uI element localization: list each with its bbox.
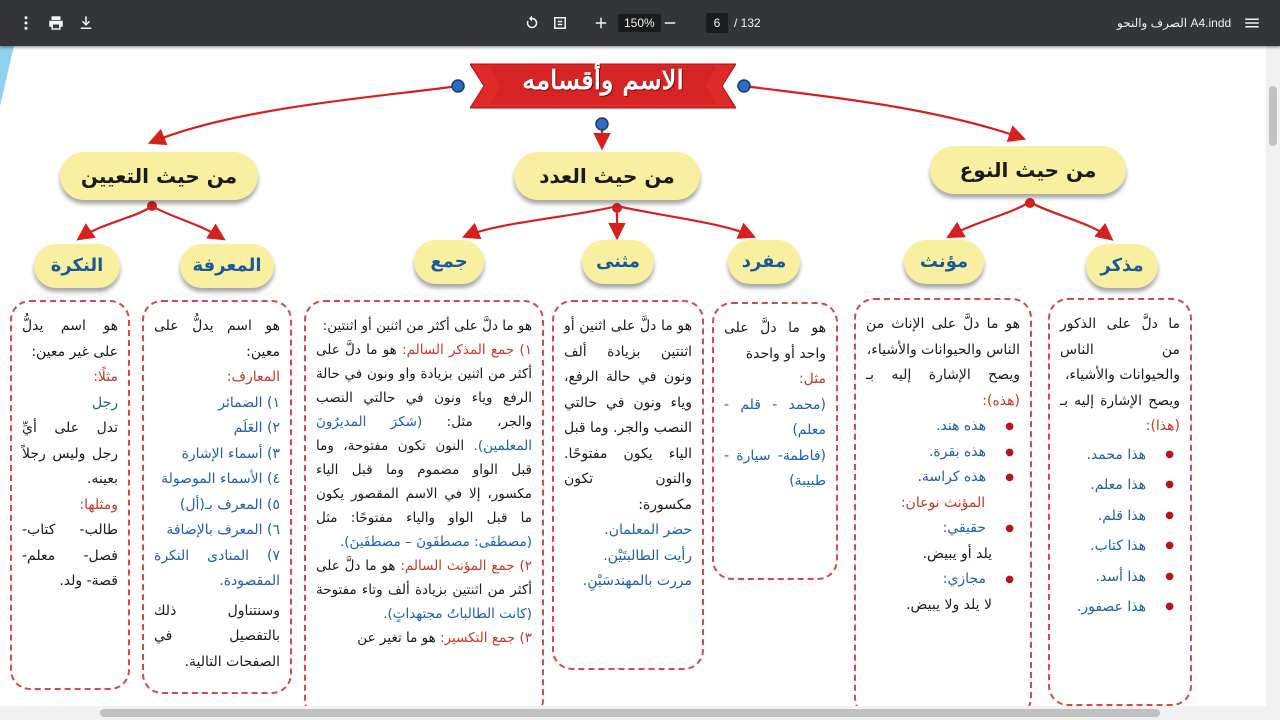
definite-item: ٤) الأسماء الموصولة — [161, 471, 280, 487]
document-title-wrap — [1117, 0, 1231, 46]
print-icon[interactable] — [44, 11, 68, 35]
definite-item: ٣) أسماء الإشارة — [181, 445, 280, 462]
box-dual — [552, 300, 704, 670]
masculine-pointer-line: ويصح الإشارة إليه بـ — [1060, 392, 1180, 409]
label-singular: مفرد — [728, 240, 800, 284]
rotate-icon[interactable] — [520, 11, 544, 35]
vertical-scroll-thumb[interactable] — [1269, 86, 1277, 146]
vertical-scrollbar[interactable] — [1266, 46, 1280, 706]
plural-feminine-desc: هو ما دلَّ على أكثر من اثنتين بزيادة ألف وتاء مفتوحة — [316, 558, 532, 598]
masculine-example: ● هذا محمد. — [1060, 440, 1180, 471]
feminine-examples — [866, 414, 1020, 491]
feminine-definition: هو ما دلَّ على الإناث من الناس والحيوانات والأشياء، — [866, 316, 1020, 358]
horizontal-scrollbar[interactable] — [0, 706, 1280, 720]
download-icon[interactable] — [74, 11, 98, 35]
masculine-definition: ما دلَّ على الذكور من الناس والحيوانات والأشياء، — [1060, 316, 1180, 383]
page-nav — [706, 0, 761, 46]
indefinite-definition: هو اسم يدلُّ على غير معين: — [22, 318, 118, 360]
masculine-example: ● هذا قلم. — [1060, 501, 1180, 532]
definite-item: ٧) المنادى النكرة المقصودة. — [154, 547, 280, 589]
heading-type: من حيث النوع — [930, 146, 1126, 194]
box-feminine — [854, 298, 1032, 706]
plural-masculine-example2: (مصطفَى: مصطفَونَ – مصطفَينَ). — [339, 534, 532, 550]
definite-note: وسنتناول ذلك بالتفصيل في الصفحات التالية. — [154, 602, 280, 670]
fit-page-button[interactable] — [548, 0, 572, 46]
indefinite-examples-label: ومثلها: — [79, 496, 118, 513]
indefinite-example-label: مثلًا: — [93, 369, 118, 385]
masculine-example: ● هذا عصفور. — [1060, 592, 1180, 623]
feminine-example: ● هذه بقرة. — [866, 440, 1020, 466]
indefinite-desc: تدل على أيِّ رجل وليس رجلاً بعينه. — [22, 420, 118, 487]
singular-example-label: مثل: — [798, 371, 826, 387]
heading-definiteness: من حيث التعيين — [60, 152, 258, 200]
fit-page-icon[interactable] — [548, 11, 572, 35]
feminine-figurative-label: ● مجازي: — [866, 567, 1020, 593]
dual-definition: هو ما دلَّ على اثنين أو اثنتين بزيادة ألف ونون في حالة الرفع، وياء ونون في حالتي النصب والجر. وما قبل الياء يكون مفتوحًا. والنون تكون مكسورة: — [564, 318, 692, 513]
feminine-example: ● هذه هند. — [866, 414, 1020, 440]
definite-item: ٢) العَلَم — [233, 420, 280, 436]
label-definite: المعرفة — [180, 244, 274, 288]
menu-icon[interactable] — [1240, 11, 1264, 35]
dual-example: حضر المعلمان. — [604, 522, 692, 538]
feminine-example: ● هذه كراسة. — [866, 465, 1020, 491]
more-button[interactable] — [14, 0, 38, 46]
masculine-example: ● هذا كتاب. — [1060, 531, 1180, 562]
plural-masculine-example: (شكرَ المديرُونَ المعلمين). — [316, 414, 532, 454]
page-title: الاسم وأقسامه — [522, 66, 684, 96]
heading-number: من حيث العدد — [514, 152, 700, 200]
plural-broken-title: ٣) جمع التكسير: — [440, 630, 532, 646]
indefinite-examples: طالب- كتاب- فصل- معلم- قصة- ولد. — [22, 522, 118, 589]
zoom-out-icon[interactable] — [658, 11, 682, 35]
title-banner — [470, 56, 736, 114]
print-button[interactable] — [44, 0, 68, 46]
feminine-kinds-heading: المؤنث نوعان: — [900, 494, 986, 511]
feminine-real-desc: يلد أو يبيض. — [922, 545, 992, 562]
plural-definition: هو ما دلَّ على أكثر من اثنين أو اثنتين: — [322, 318, 532, 334]
document-title: الصرف والنحو A4.indd — [1117, 16, 1232, 30]
box-masculine — [1048, 298, 1192, 706]
horizontal-scroll-thumb[interactable] — [100, 709, 1160, 717]
masculine-pointer-word: (هذا): — [1145, 418, 1180, 434]
singular-example: (محمد - قلم - معلم) — [724, 396, 826, 438]
label-plural: جمع — [414, 240, 484, 284]
definite-item: ١) الضمائر — [218, 394, 280, 411]
box-singular — [712, 302, 838, 580]
zoom-in-button[interactable] — [589, 0, 613, 46]
more-icon[interactable] — [14, 11, 38, 35]
dual-example: رأيت الطالبتَيْن. — [603, 547, 692, 564]
zoom-level[interactable] — [618, 0, 661, 46]
menu-button[interactable] — [1240, 0, 1264, 46]
label-masculine: مذكر — [1086, 244, 1158, 288]
singular-example: (فاطمة- سيارة - طبيبة) — [724, 447, 826, 489]
definite-item: ٥) المعرف بـ(أل) — [179, 496, 280, 513]
feminine-figurative-desc: لا يلد ولا يبيض. — [906, 596, 992, 613]
plural-masculine-desc2: النون تكون مفتوحة، وما قبل الواو مضموم وما قبل الياء مكسور، إلا في الاسم المقصور يكون ما قبل الواو والياء مفتوحًا: مثل — [316, 438, 532, 526]
pdf-toolbar — [0, 0, 1280, 46]
zoom-out-button[interactable] — [658, 0, 682, 46]
label-dual: مثنى — [582, 240, 654, 284]
pdf-page — [0, 46, 1266, 706]
page-total: / 132 — [734, 16, 761, 30]
page-number-input[interactable] — [706, 13, 728, 33]
masculine-example: ● هذا أسد. — [1060, 562, 1180, 593]
label-indefinite: النكرة — [34, 244, 120, 288]
feminine-pointer-line: ويصح الإشارة إليه بـ — [866, 367, 1020, 383]
plural-broken-desc: هو ما تغير عن — [357, 630, 436, 646]
masculine-example: ● هذا معلم. — [1060, 470, 1180, 501]
plural-feminine-title: ٢) جمع المؤنث السالم: — [400, 558, 532, 574]
feminine-pointer-word: (هذه): — [982, 392, 1020, 409]
zoom-value[interactable]: 150% — [618, 14, 661, 32]
masculine-examples — [1060, 440, 1180, 623]
plural-feminine-example: (كانت الطالباتُ مجتهداتٍ). — [383, 606, 532, 622]
label-feminine: مؤنث — [904, 240, 984, 284]
box-definite — [142, 300, 292, 694]
definite-definition: هو اسم يدلُّ على معين: — [154, 318, 280, 360]
indefinite-example-word: رجل — [91, 394, 118, 411]
feminine-real-label: ● حقيقي: — [866, 516, 1020, 542]
definite-item: ٦) المعرف بالإضافة — [166, 522, 280, 538]
zoom-in-icon[interactable] — [589, 11, 613, 35]
pdf-viewer[interactable] — [0, 46, 1280, 720]
box-plural — [304, 300, 544, 706]
singular-definition: هو ما دلَّ على واحد أو واحدة — [724, 320, 826, 362]
definite-list-heading: المعارف: — [226, 369, 280, 385]
plural-masculine-desc: هو ما دلَّ على أكثر من اثنين بزيادة واو ونون في حالة الرفع وياء ونون في حالتي النصب والجر، مثل: — [316, 342, 532, 430]
plural-masculine-title: ١) جمع المذكر السالم: — [402, 342, 532, 358]
rotate-button[interactable] — [520, 0, 544, 46]
dual-example: مررت بالمهندسَيْنِ. — [582, 573, 692, 589]
download-button[interactable] — [74, 0, 98, 46]
box-indefinite — [10, 300, 130, 690]
